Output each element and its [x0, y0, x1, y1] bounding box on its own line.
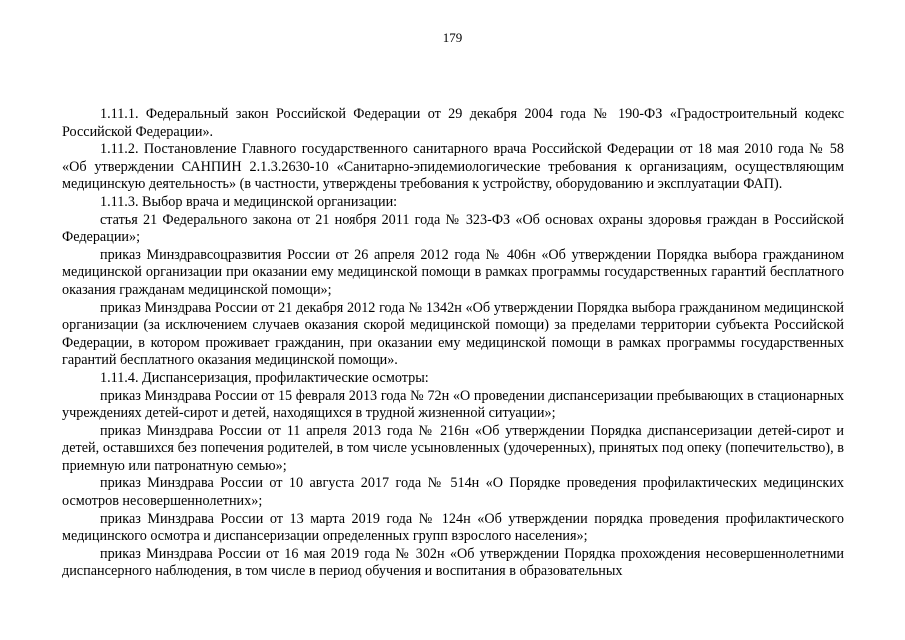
- page-number: 179: [442, 30, 463, 45]
- document-body: [62, 106, 844, 581]
- paragraph-order-514n: приказ Минздрава России от 10 августа 2017 года № 514н «О Порядке проведения профилактических медицинских осмотров несовершеннолетних»;: [62, 475, 844, 510]
- paragraph-article-21: статья 21 Федерального закона от 21 ноября 2011 года № 323-ФЗ «Об основах охраны здоровья граждан в Российской Федерации»;: [62, 211, 844, 246]
- paragraph-order-124n: приказ Минздрава России от 13 марта 2019 года № 124н «Об утверждении порядка проведения профилактического медицинского осмотра и диспансеризации определенных групп взрослого населения»;: [62, 510, 844, 545]
- paragraph-order-302n: приказ Минздрава России от 16 мая 2019 года № 302н «Об утверждении Порядка прохождения несовершеннолетними диспансерного наблюдения, в том числе в период обучения и воспитания в образовательных: [62, 545, 844, 580]
- paragraph-1-11-4: 1.11.4. Диспансеризация, профилактические осмотры:: [100, 369, 429, 386]
- paragraph-order-216n: приказ Минздрава России от 11 апреля 2013 года № 216н «Об утверждении Порядка диспансеризации детей-сирот и детей, оставшихся без попечения родителей, в том числе усыновленных (удочеренных), принятых под опеку (попечительство), в приемную или патронатную семью»;: [62, 422, 844, 474]
- paragraph-order-72n: приказ Минздрава России от 15 февраля 2013 года № 72н «О проведении диспансеризации пребывающих в стационарных учреждениях детей-сирот и детей, находящихся в трудной жизненной ситуации»;: [62, 387, 844, 422]
- paragraph-1-11-3: 1.11.3. Выбор врача и медицинской организации:: [100, 193, 398, 210]
- paragraph-order-406n: приказ Минздравсоцразвития России от 26 апреля 2012 года № 406н «Об утверждении Порядка выбора гражданином медицинской организации при оказании ему медицинской помощи в рамках программы государственных гарантий бесплатного оказания гражданам медицинской помощи»;: [62, 246, 844, 298]
- paragraph-1-11-2: 1.11.2. Постановление Главного государственного санитарного врача Российской Федерации от 18 мая 2010 года № 58 «Об утверждении САНПИН 2.1.3.2630-10 «Санитарно-эпидемиологические требования к организациям, осуществляющим медицинскую деятельность» (в частности, утверждены требования к устройству, оборудованию и эксплуатации ФАП).: [62, 141, 844, 193]
- paragraph-order-1342n: приказ Минздрава России от 21 декабря 2012 года № 1342н «Об утверждении Порядка выбора гражданином медицинской организации (за исключением случаев оказания скорой медицинской помощи) за пределами территории субъекта Российской Федерации, в котором проживает гражданин, при оказании ему медицинской помощи в рамках программы государственных гарантий бесплатного оказания медицинской помощи».: [62, 299, 844, 369]
- paragraph-1-11-1: 1.11.1. Федеральный закон Российской Федерации от 29 декабря 2004 года № 190-ФЗ «Градостроительный кодекс Российской Федерации».: [62, 106, 844, 140]
